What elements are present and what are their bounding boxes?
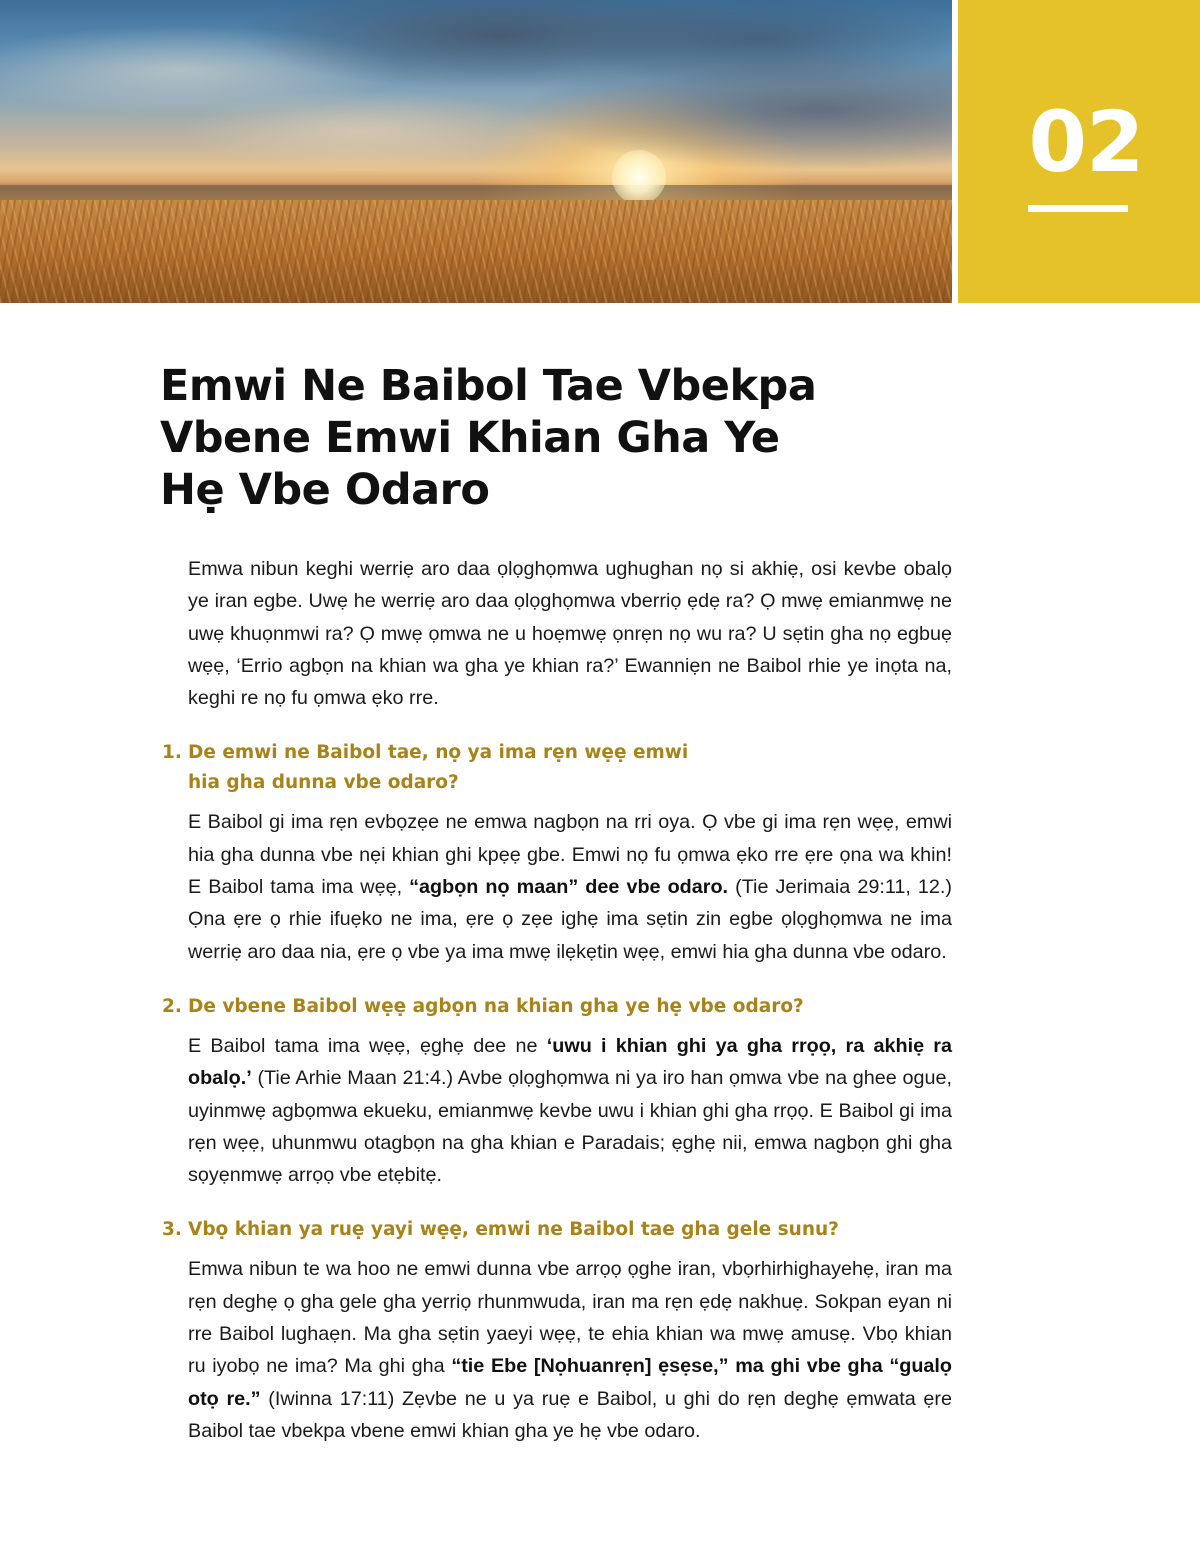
question-number: 2. bbox=[162, 995, 182, 1017]
question-heading-3 bbox=[162, 1215, 952, 1245]
answer-scripture-quote: “tie Ebe [Nọhuanrẹn] ẹsẹse,” ma ghi vbe gha “gualọ otọ re.” bbox=[188, 1355, 953, 1410]
question-line: hia gha dunna vbe odaro? bbox=[188, 772, 459, 794]
answer-text: (Tie Jerimaia 29:11, 12.) Ọna ẹre ọ rhie ifuẹko ne ima, ẹre ọ zẹe ighẹ ima sẹtin zin egbe ọlọghọmwa ne ima werriẹ aro daa nia, ẹre ọ vbe ya ima mwẹ ilẹkẹtin wẹẹ, emwi hia gha dunna vbe odaro. bbox=[188, 876, 952, 963]
article-body bbox=[162, 553, 953, 1447]
answer-text: (Tie Arhie Maan 21:4.) Avbe ọlọghọmwa ni ya iro han ọmwa vbe na ghee ogue, uyinmwẹ agbọmwa ekueku, emianmwẹ kevbe uwu i khian ghi gha rrọọ. E Baibol gi ima rẹn wẹẹ, uhunmwu otagbọn na gha khian e Paradais; ẹghẹ nii, emwa nagbọn ghi gha sọyẹnmwẹ arrọọ vbe etẹbitẹ. bbox=[188, 1067, 952, 1187]
page-title bbox=[160, 360, 920, 516]
hero-sun bbox=[612, 150, 666, 204]
question-line: Vbọ khian ya ruẹ yayi wẹẹ, emwi ne Baibol tae gha gele sunu? bbox=[188, 1219, 839, 1241]
question-heading-2 bbox=[162, 992, 952, 1022]
intro-paragraph: Emwa nibun keghi werriẹ aro daa ọlọghọmwa ughughan nọ si akhiẹ, osi kevbe obalọ ye iran egbe. Uwẹ he werriẹ aro daa ọlọghọmwa vberriọ ẹdẹ ra? Ọ mwẹ emianmwẹ ne uwẹ khuọnmwi ra? Ọ mwẹ ọmwa ne u hoẹmwẹ ọnrẹn nọ wu ra? U sẹtin gha nọ egbuẹ wẹẹ, ‘Errio agbọn na khian wa gha ye khian ra?’ Ewanniẹn ne Baibol rhie ye inọta na, keghi re nọ fu ọmwa ẹko rre. bbox=[188, 558, 952, 710]
hero-image-wheat-field-sunset bbox=[0, 0, 952, 303]
hero-field bbox=[0, 200, 952, 303]
title-line: Vbene Emwi Khian Gha Ye bbox=[160, 413, 780, 463]
question-heading-1 bbox=[162, 738, 952, 798]
answer-text: E Baibol gi ima rẹn evbọzẹe ne emwa nagbọn na rri oya. Ọ vbe gi ima rẹn wẹẹ, emwi hia gha dunna vbe nẹi khian ghi kpẹẹ gbe. Emwi nọ fu ọmwa ẹko rre ẹre ọna wa khin! E Baibol tama ima wẹẹ, bbox=[188, 811, 952, 899]
question-line: De emwi ne Baibol tae, nọ ya ima rẹn wẹẹ emwi bbox=[188, 742, 689, 764]
chapter-badge bbox=[958, 0, 1200, 303]
answer-scripture-quote: “agbọn nọ maan” dee vbe odaro. bbox=[409, 876, 729, 899]
answer-scripture-quote: ‘uwu i khian ghi ya gha rrọọ, ra akhiẹ ra obalọ.’ bbox=[188, 1034, 953, 1090]
question-number: 1. bbox=[162, 742, 182, 764]
hero-clouds bbox=[0, 0, 952, 170]
answer-text: E Baibol tama ima wẹẹ, ẹghẹ dee ne bbox=[188, 1034, 547, 1057]
answer-paragraph-1 bbox=[188, 806, 952, 967]
title-line: Hẹ Vbe Odaro bbox=[160, 465, 490, 515]
answer-text: (Iwinna 17:11) Zẹvbe ne u ya ruẹ e Baibol, u ghi do rẹn deghẹ ẹmwata ẹre Baibol tae vbekpa vbene emwi khian gha ye hẹ vbe odaro. bbox=[188, 1387, 952, 1442]
answer-paragraph-3 bbox=[188, 1253, 952, 1447]
question-number: 3. bbox=[162, 1219, 182, 1241]
title-line: Emwi Ne Baibol Tae Vbekpa bbox=[160, 361, 817, 411]
chapter-number: 02 bbox=[1028, 93, 1144, 191]
answer-paragraph-2 bbox=[188, 1030, 952, 1191]
chapter-rule bbox=[1028, 205, 1128, 212]
answer-text: Emwa nibun te wa hoo ne emwi dunna vbe arrọọ ọghe iran, vbọrhirhighayehẹ, iran ma rẹn deghẹ ọ gha gele gha yerriọ rhunmwuda, iran ma rẹn ẹdẹ nakhuẹ. Sokpan eyan ni rre Baibol lughaẹn. Ma gha sẹtin yaeyi wẹẹ, te ehia khian wa mwẹ amusẹ. Vbọ khian ru iyobọ ne ima? Ma ghi gha bbox=[188, 1258, 952, 1378]
question-line: De vbene Baibol wẹẹ agbọn na khian gha ye hẹ vbe odaro? bbox=[188, 995, 804, 1017]
